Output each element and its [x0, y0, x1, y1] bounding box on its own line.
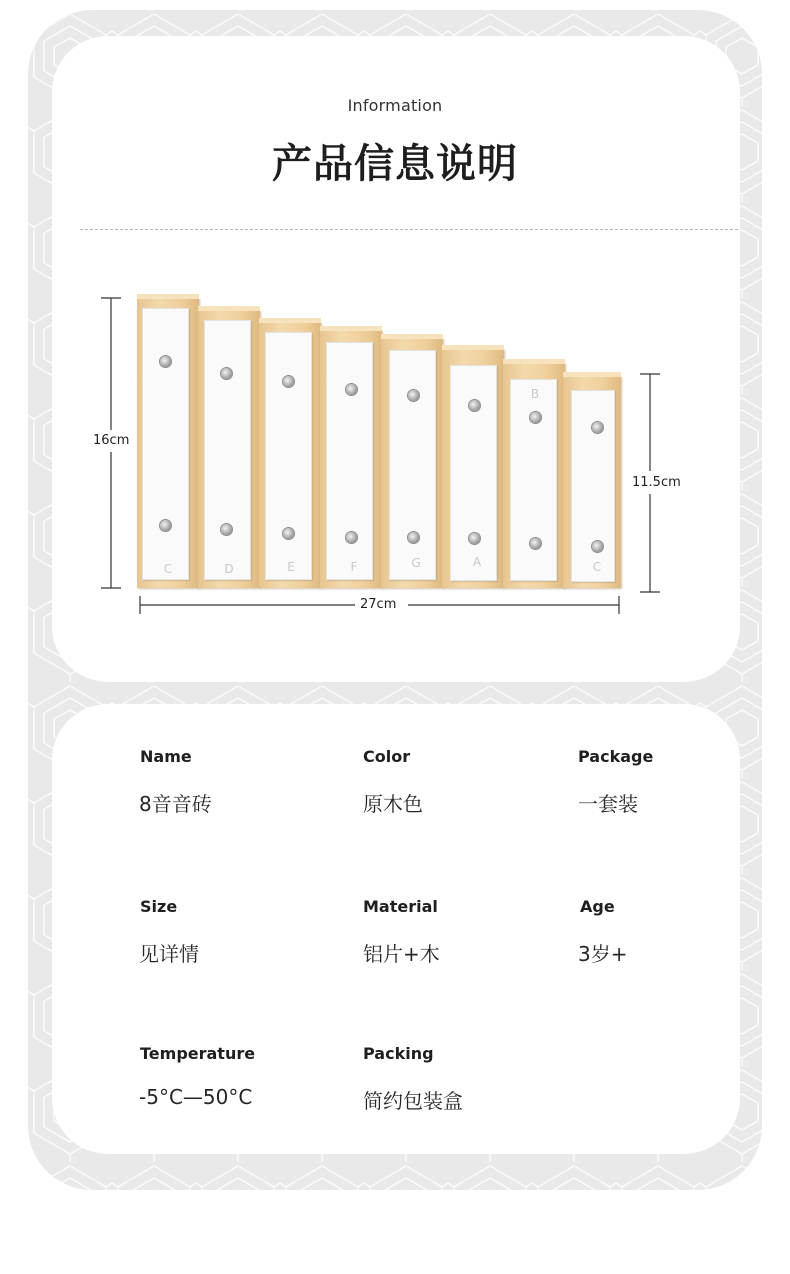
- section-subtitle: Information: [347, 96, 443, 115]
- spec-value-age: 3岁+: [578, 942, 628, 966]
- spec-value-name: 8音音砖: [139, 792, 212, 816]
- spec-label-name: Name: [140, 747, 192, 766]
- spec-value-size: 见详情: [139, 942, 199, 966]
- note-label: D: [224, 562, 234, 576]
- note-label: C: [592, 560, 602, 574]
- spec-value-color: 原木色: [363, 792, 423, 816]
- tone-bar: [198, 310, 260, 588]
- tone-bar: [381, 338, 443, 588]
- note-label: A: [472, 555, 482, 569]
- note-label: C: [163, 562, 173, 576]
- note-label: G: [411, 556, 421, 570]
- height-right-label: 11.5cm: [632, 475, 681, 490]
- note-label: B: [530, 387, 540, 401]
- tone-bar: [259, 322, 321, 588]
- spec-label-package: Package: [578, 747, 654, 766]
- tone-bar: [320, 330, 382, 588]
- tone-bar: [563, 376, 621, 588]
- note-label: F: [350, 560, 358, 574]
- spec-label-material: Material: [363, 897, 438, 916]
- tone-bar: [503, 363, 565, 588]
- spec-label-color: Color: [363, 747, 411, 766]
- spec-label-size: Size: [140, 897, 178, 916]
- spec-value-package: 一套装: [578, 792, 638, 816]
- spec-value-temperature: -5°C—50°C: [139, 1085, 253, 1109]
- spec-value-packing: 简约包装盒: [363, 1089, 463, 1113]
- spec-value-material: 铝片+木: [363, 942, 440, 966]
- tone-bar: [137, 298, 199, 588]
- spec-label-age: Age: [580, 897, 615, 916]
- spec-label-packing: Packing: [363, 1044, 434, 1063]
- width-label: 27cm: [360, 597, 397, 612]
- spec-label-temperature: Temperature: [140, 1044, 256, 1063]
- note-label: E: [287, 560, 295, 574]
- tone-bar: [442, 349, 504, 588]
- height-left-label: 16cm: [93, 433, 130, 448]
- section-title: 产品信息说明: [272, 140, 518, 187]
